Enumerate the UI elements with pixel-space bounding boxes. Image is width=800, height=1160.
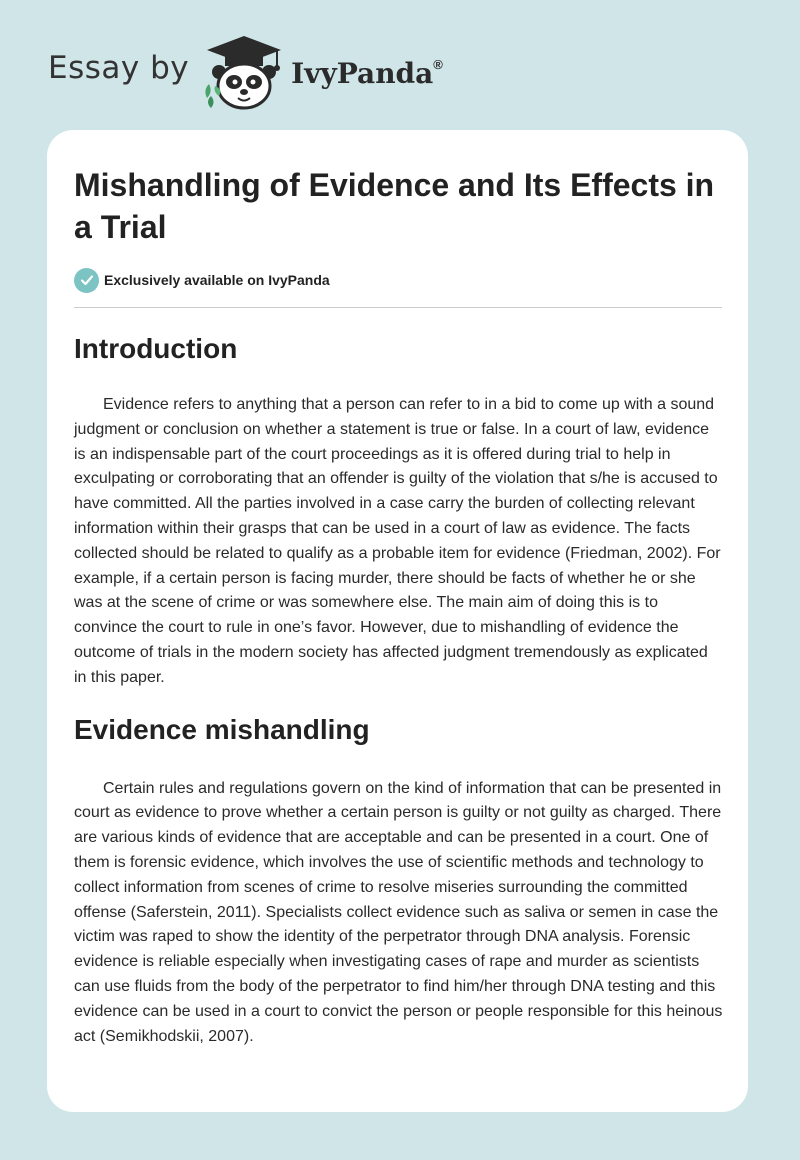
essay-card (47, 130, 748, 1112)
section-heading-evidence-mishandling: Evidence mishandling (74, 713, 370, 745)
divider (74, 307, 722, 308)
page-title: Mishandling of Evidence and Its Effects in a Trial (74, 167, 715, 245)
section-paragraph-evidence-mishandling: Certain rules and regulations govern on the kind of information that can be presented in court as evidence to prove whether a certain person is guilty or not guilty as charged. There are various kinds of evidence that are acceptable and can be presented in a court. One of them is forensic evidence, which involves the use of scientific methods and technology to collect information from scenes of crime to resolve miseries surrounding the committed offense (Saferstein, 2011). Specialists collect evidence such as saliva or semen in case the victim was raped to show the identity of the perpetrator through DNA analysis. Forensic evidence is reliable especially when investigating cases of rape and murder as scientists can use fluids from the body of the perpetrator to find him/her through DNA testing and this evidence can be used in a court to convict the person or people responsible for this heinous act (Semikhodskii, 2007). (74, 779, 723, 1045)
check-circle-icon (74, 268, 99, 293)
section-heading-introduction: Introduction (74, 333, 238, 364)
section-paragraph-introduction: Evidence refers to anything that a person can refer to in a bid to come up with a sound judgment or conclusion on whether a statement is true or false. In a court of law, evidence is an indispensable part of the court proceedings as it is offered during trial to help in exculpating or corroborating that an offender is guilty of the violation that s/he is accused to have committed. All the parties involved in a case carry the burden of collecting relevant information within their grasps that can be used in a court of law as evidence. The facts collected should be related to qualify as a probable item for evidence (Friedman, 2002). For example, if a certain person is facing murder, there should be facts of whether he or she was at the scene of crime or was somewhere else. The main aim of doing this is to convince the court to rule in one’s favor. However, due to mishandling of evidence the outcome of trials in the modern society has affected judgment tremendously as explicated in this paper. (74, 396, 721, 686)
ivypanda-logo-icon[interactable] (201, 34, 287, 110)
exclusive-badge (74, 266, 722, 294)
badge-text: Exclusively available on IvyPanda (104, 272, 330, 288)
brand-name[interactable] (291, 57, 443, 90)
trademark-symbol: ® (433, 56, 443, 72)
brand-name-text: IvyPanda (291, 56, 434, 90)
brand-header (48, 34, 443, 110)
brand-prefix: Essay by (48, 50, 190, 86)
